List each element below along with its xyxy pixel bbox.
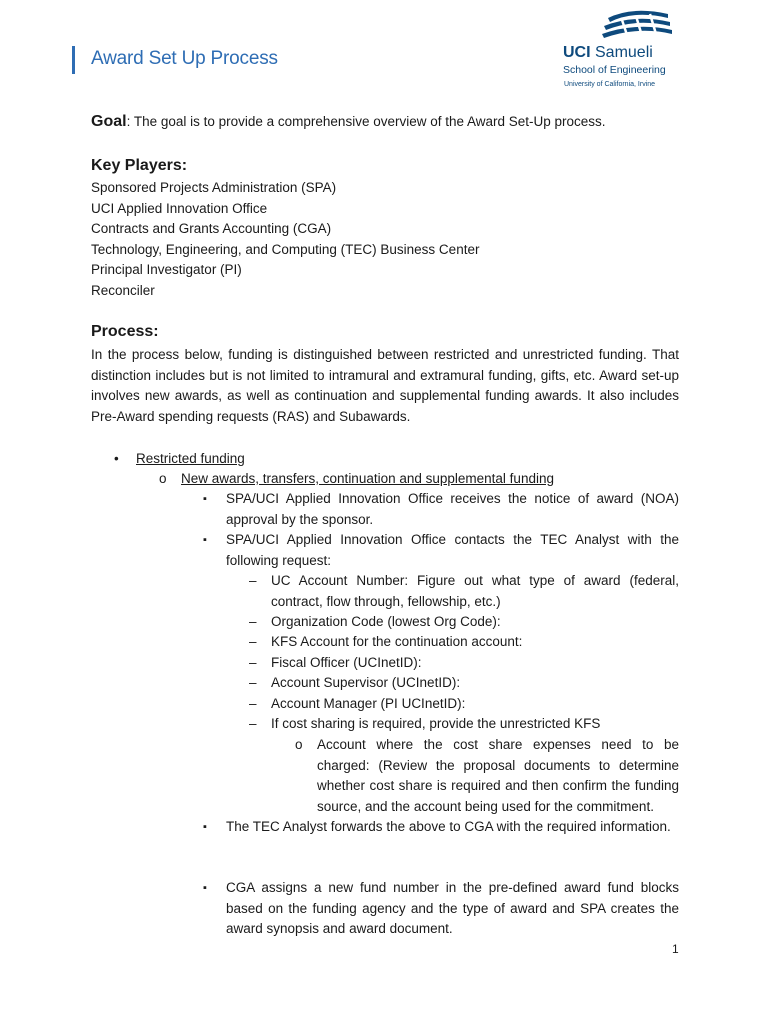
list-item: Sponsored Projects Administration (SPA) [91, 180, 337, 195]
request-item: Fiscal Officer (UCInetID): [271, 655, 422, 670]
request-item: Account Manager (PI UCInetID): [271, 696, 466, 711]
page-number: 1 [672, 942, 679, 956]
new-awards-item: New awards, transfers, continuation and supplemental funding [181, 471, 554, 486]
key-players-heading: Key Players: [91, 157, 188, 174]
logo-university-name: University of California, Irvine [564, 81, 656, 88]
dash-marker: – [249, 716, 257, 731]
dash-marker: – [249, 655, 257, 670]
request-item: Organization Code (lowest Org Code): [271, 614, 501, 629]
page-title: Award Set Up Process [91, 48, 278, 69]
circle-marker: o [159, 471, 167, 486]
restricted-funding-item: Restricted funding [136, 451, 245, 466]
request-item: KFS Account for the continuation account: [271, 634, 523, 649]
list-item: Technology, Engineering, and Computing (TEC) Business Center [91, 241, 480, 257]
list-item: Principal Investigator (PI) [91, 262, 242, 277]
goal-paragraph [91, 112, 606, 133]
square-marker: ▪ [203, 882, 207, 894]
request-item: Account Supervisor (UCInetID): [271, 675, 461, 690]
logo-school-name: School of Engineering [563, 64, 666, 76]
dash-marker: – [249, 634, 257, 649]
cost-share-item: Account where the cost share expenses need to be charged: (Review the proposal documents to determine whether cost share is required and then confirm the funding source, and the account being used for the commitment. [317, 737, 679, 814]
process-heading: Process: [91, 323, 159, 340]
circle-marker: o [295, 737, 303, 752]
dash-marker: – [249, 675, 257, 690]
goal-label: Goal [91, 113, 127, 130]
list-item: Reconciler [91, 282, 155, 298]
dash-marker: – [249, 614, 257, 629]
key-players-list [91, 178, 479, 301]
step-item: SPA/UCI Applied Innovation Office contacts the TEC Analyst with the following request: [226, 532, 679, 568]
step-item: The TEC Analyst forwards the above to CGA with the required information. [226, 819, 671, 834]
request-item: If cost sharing is required, provide the unrestricted KFS [271, 716, 601, 731]
square-marker: ▪ [203, 534, 207, 546]
dash-marker: – [249, 573, 257, 588]
dash-marker: – [249, 696, 257, 711]
step-item: CGA assigns a new fund number in the pre-defined award fund blocks based on the funding agency and the type of award and SPA creates the award synopsis and award document. [226, 880, 679, 936]
request-item: UC Account Number: Figure out what type of award (federal, contract, flow through, fellowship, etc.) [271, 573, 679, 609]
list-item: UCI Applied Innovation Office [91, 200, 268, 216]
bullet-marker: • [114, 451, 119, 466]
list-item: Contracts and Grants Accounting (CGA) [91, 221, 332, 236]
square-marker: ▪ [203, 493, 207, 505]
logo-mark-icon [602, 8, 672, 40]
step-item: SPA/UCI Applied Innovation Office receives the notice of award (NOA) approval by the sponsor. [226, 491, 679, 527]
goal-text: : The goal is to provide a comprehensive overview of the Award Set-Up process. [126, 114, 606, 129]
logo-wordmark: UCI Samueli [563, 44, 653, 61]
square-marker: ▪ [203, 821, 207, 833]
uci-samueli-logo [560, 8, 675, 90]
process-paragraph: In the process below, funding is distinguished between restricted and unrestricted funding. That distinction includes but is not limited to intramural and extramural funding, gifts, etc. Award set-up involves new awards, as well as continuation and supplemental funding awards. It also includes Pre-Award spending requests (RAS) and Subawards. [91, 347, 679, 424]
title-accent-bar [72, 46, 75, 74]
